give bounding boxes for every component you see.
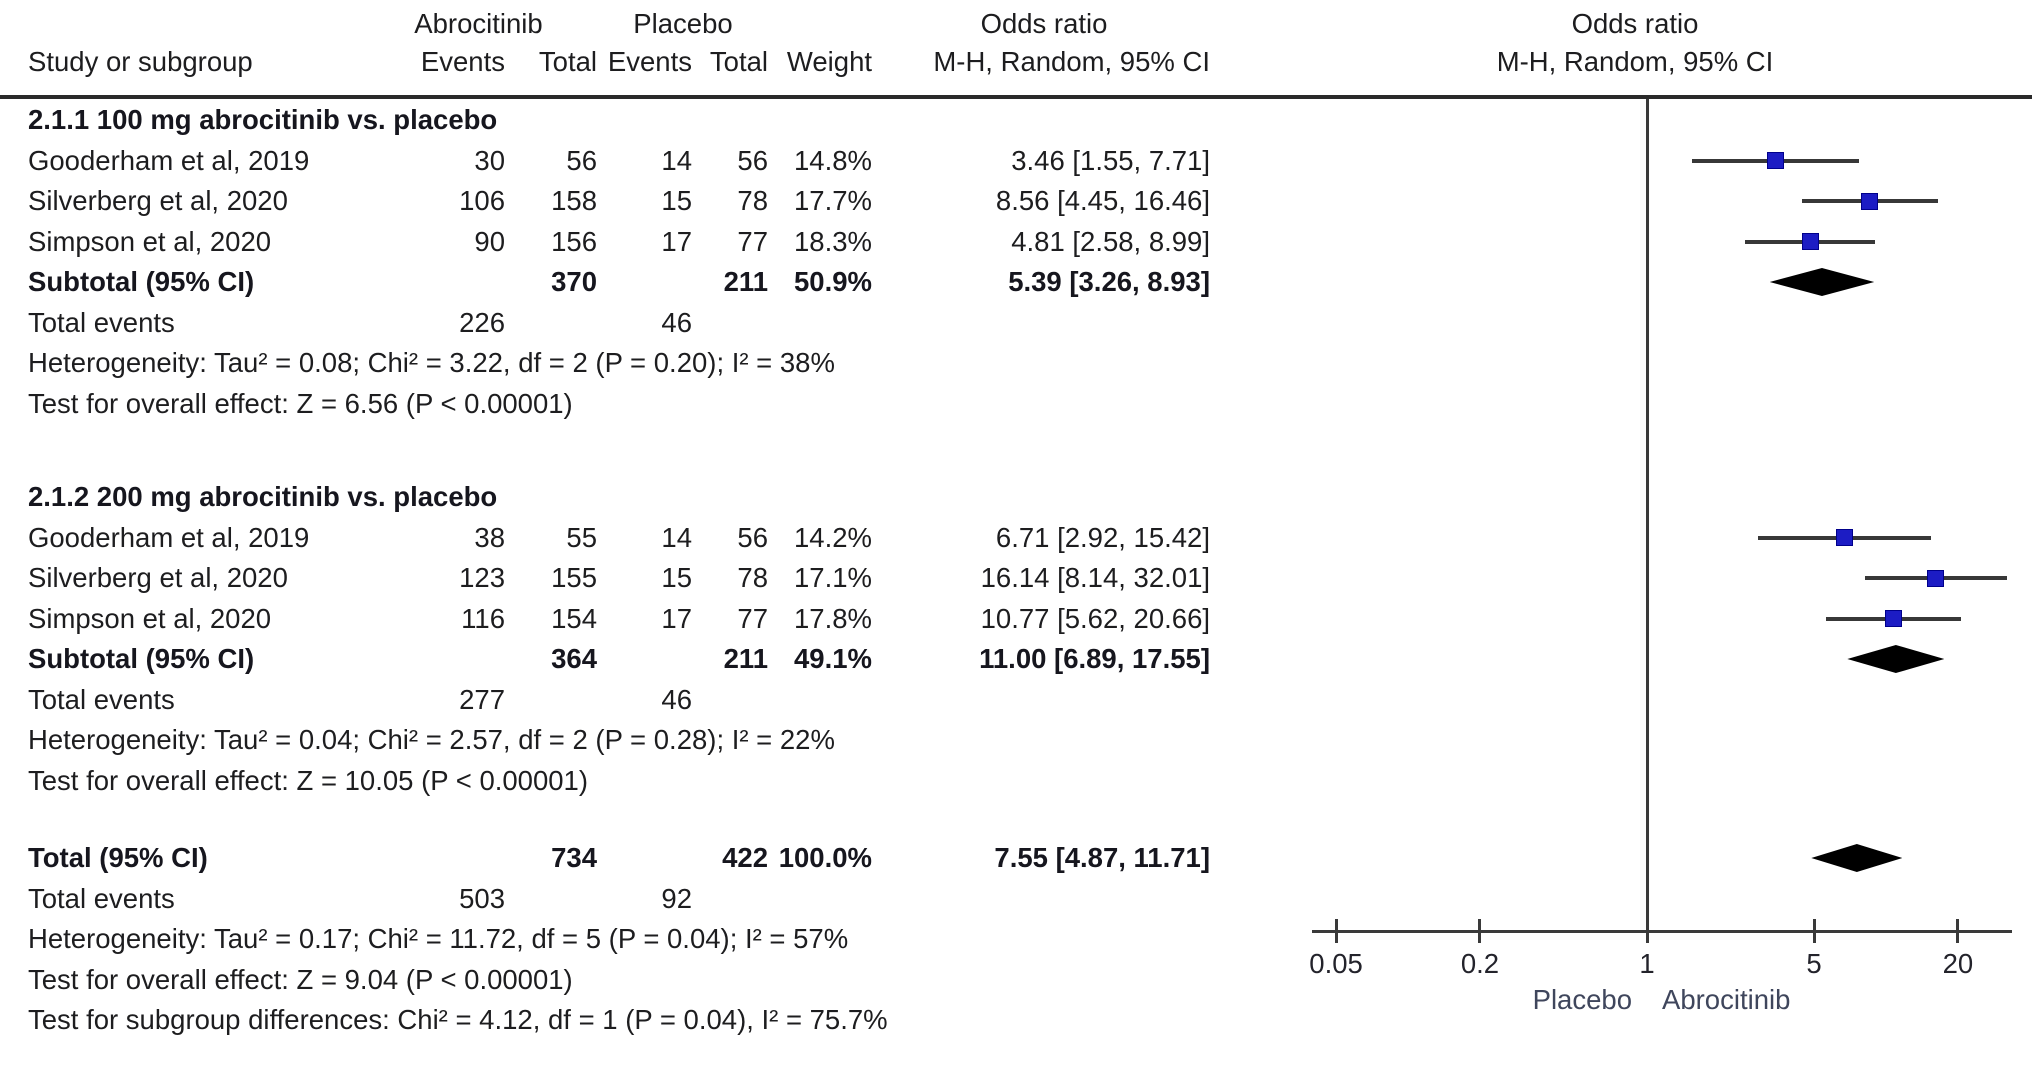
- or-ci-cell: 3.46 [1.55, 7.71]: [1011, 144, 1210, 176]
- subgroup-title-row: [0, 477, 2032, 517]
- total2-cell: 78: [737, 185, 768, 216]
- study-col-header: Study or subgroup: [28, 46, 253, 77]
- total1-cell: 158: [551, 185, 597, 216]
- events1-cell: 38: [474, 521, 505, 553]
- weight-cell: 17.8%: [794, 602, 872, 634]
- overall-effect-row: [0, 960, 2032, 1000]
- total1-col-header: Total: [538, 46, 597, 77]
- events2-cell: 14: [661, 521, 692, 553]
- events2-col-header: Events: [607, 46, 692, 77]
- group2-header: Placebo: [633, 8, 733, 39]
- effect-square: [1927, 570, 1944, 587]
- weight-cell: 50.9%: [794, 266, 872, 297]
- note-text: Test for subgroup differences: Chi² = 4.12, df = 1 (P = 0.04), I² = 75.7%: [28, 1004, 888, 1035]
- study-row: [0, 181, 2032, 221]
- axis-tick-label: 5: [1806, 948, 1822, 979]
- study-name: Silverberg et al, 2020: [28, 185, 288, 216]
- subgroup-title: 2.1.1 100 mg abrocitinib vs. placebo: [28, 104, 498, 135]
- total2-cell: 77: [737, 225, 768, 257]
- study-name: Gooderham et al, 2019: [28, 144, 310, 176]
- events1-cell: 116: [461, 602, 505, 634]
- or-ci-cell: 5.39 [3.26, 8.93]: [1008, 266, 1210, 297]
- axis-right-label: Abrocitinib: [1662, 984, 1791, 1015]
- overall-effect-row: [0, 761, 2032, 801]
- weight-col-header: Weight: [786, 46, 872, 77]
- events2-cell: 92: [661, 882, 692, 914]
- note-text: Heterogeneity: Tau² = 0.08; Chi² = 3.22, df = 2 (P = 0.20); I² = 38%: [28, 347, 835, 378]
- heterogeneity-row: [0, 343, 2032, 383]
- or-ci-cell: 6.71 [2.92, 15.42]: [995, 521, 1210, 553]
- events1-cell: 106: [459, 185, 505, 216]
- events1-cell: 503: [459, 882, 505, 914]
- study-name: Gooderham et al, 2019: [28, 521, 310, 553]
- header-divider: [0, 95, 2032, 99]
- total2-cell: 78: [737, 562, 768, 593]
- subgroup-diff-row: [0, 1000, 2032, 1040]
- total1-cell: 364: [551, 643, 597, 674]
- total-row: [0, 838, 2032, 878]
- subgroup-title-row: [0, 100, 2032, 140]
- weight-cell: 49.1%: [794, 643, 872, 674]
- weight-cell: 100.0%: [778, 842, 872, 873]
- total-events-row: [0, 680, 2032, 720]
- weight-cell: 17.7%: [794, 185, 872, 216]
- weight-cell: 14.8%: [794, 144, 872, 176]
- study-name: Total events: [28, 882, 175, 914]
- axis-tick-label: 20: [1942, 948, 1974, 979]
- subtotal-row: [0, 262, 2032, 302]
- weight-cell: 17.1%: [794, 562, 872, 593]
- study-name: Silverberg et al, 2020: [28, 562, 288, 593]
- group1-header: Abrocitinib: [414, 8, 543, 39]
- effect-square: [1836, 529, 1853, 546]
- weight-cell: 14.2%: [794, 521, 872, 553]
- or-ci-cell: 7.55 [4.87, 11.71]: [994, 842, 1210, 873]
- total2-cell: 211: [723, 643, 768, 674]
- subtotal-row: [0, 639, 2032, 679]
- odds-ratio-header: Odds ratio: [980, 8, 1108, 39]
- or-ci-cell: 10.77 [5.62, 20.66]: [980, 602, 1210, 634]
- total-events-row: [0, 879, 2032, 919]
- axis-tick-label: 1: [1639, 948, 1655, 979]
- note-text: Test for overall effect: Z = 10.05 (P < 0.00001): [28, 764, 589, 796]
- study-name: Total events: [28, 306, 175, 338]
- total1-cell: 370: [551, 266, 597, 297]
- events2-cell: 15: [661, 562, 692, 593]
- total1-cell: 56: [566, 144, 597, 176]
- note-text: Test for overall effect: Z = 6.56 (P < 0.00001): [28, 387, 573, 419]
- study-name: Subtotal (95% CI): [28, 266, 255, 297]
- effect-square: [1767, 152, 1784, 169]
- total1-cell: 155: [551, 562, 597, 593]
- total2-cell: 56: [737, 144, 768, 176]
- events1-col-header: Events: [420, 46, 505, 77]
- events1-cell: 277: [459, 683, 505, 715]
- axis-tick-label: 0.2: [1460, 948, 1500, 979]
- total1-cell: 734: [551, 842, 597, 873]
- total1-cell: 154: [551, 602, 597, 634]
- note-text: Heterogeneity: Tau² = 0.17; Chi² = 11.72, df = 5 (P = 0.04); I² = 57%: [28, 923, 849, 954]
- or-ci-cell: 4.81 [2.58, 8.99]: [1011, 225, 1210, 257]
- study-row: [0, 222, 2032, 262]
- or-ci-cell: 8.56 [4.45, 16.46]: [995, 185, 1210, 216]
- plot-odds-ratio-header: Odds ratio: [1571, 8, 1699, 39]
- total-events-row: [0, 303, 2032, 343]
- study-name: Total (95% CI): [28, 842, 208, 873]
- axis-tick-label: 0.05: [1309, 948, 1363, 979]
- events2-cell: 17: [661, 602, 692, 634]
- subgroup-title: 2.1.2 200 mg abrocitinib vs. placebo: [28, 481, 498, 512]
- events2-cell: 46: [661, 683, 692, 715]
- or-method-header: M-H, Random, 95% CI: [933, 46, 1210, 77]
- total1-cell: 55: [566, 521, 597, 553]
- note-text: Test for overall effect: Z = 9.04 (P < 0.00001): [28, 963, 573, 995]
- effect-square: [1861, 193, 1878, 210]
- effect-square: [1885, 610, 1902, 627]
- events1-cell: 30: [474, 144, 505, 176]
- study-row: [0, 518, 2032, 558]
- header-row-columns: [0, 42, 2032, 82]
- events1-cell: 123: [459, 562, 505, 593]
- study-name: Total events: [28, 683, 175, 715]
- events2-cell: 15: [661, 185, 692, 216]
- or-ci-cell: 16.14 [8.14, 32.01]: [980, 562, 1210, 593]
- weight-cell: 18.3%: [794, 225, 872, 257]
- total2-cell: 77: [737, 602, 768, 634]
- study-name: Subtotal (95% CI): [28, 643, 255, 674]
- events2-cell: 46: [661, 306, 692, 338]
- axis-left-label: Placebo: [1532, 984, 1632, 1015]
- events2-cell: 17: [661, 225, 692, 257]
- plot-method-header: M-H, Random, 95% CI: [1496, 46, 1774, 77]
- total1-cell: 156: [551, 225, 597, 257]
- heterogeneity-row: [0, 720, 2032, 760]
- heterogeneity-row: [0, 919, 2032, 959]
- total2-col-header: Total: [709, 46, 768, 77]
- total2-cell: 56: [737, 521, 768, 553]
- study-name: Simpson et al, 2020: [28, 602, 272, 634]
- header-row-groups: [0, 4, 2032, 44]
- events2-cell: 14: [661, 144, 692, 176]
- total2-cell: 422: [722, 842, 768, 873]
- effect-square: [1802, 233, 1819, 250]
- study-name: Simpson et al, 2020: [28, 225, 272, 257]
- total2-cell: 211: [723, 266, 768, 297]
- events1-cell: 226: [459, 306, 505, 338]
- note-text: Heterogeneity: Tau² = 0.04; Chi² = 2.57, df = 2 (P = 0.28); I² = 22%: [28, 724, 835, 755]
- overall-effect-row: [0, 384, 2032, 424]
- study-row: [0, 558, 2032, 598]
- or-ci-cell: 11.00 [6.89, 17.55]: [979, 643, 1210, 674]
- events1-cell: 90: [474, 225, 505, 257]
- study-row: [0, 599, 2032, 639]
